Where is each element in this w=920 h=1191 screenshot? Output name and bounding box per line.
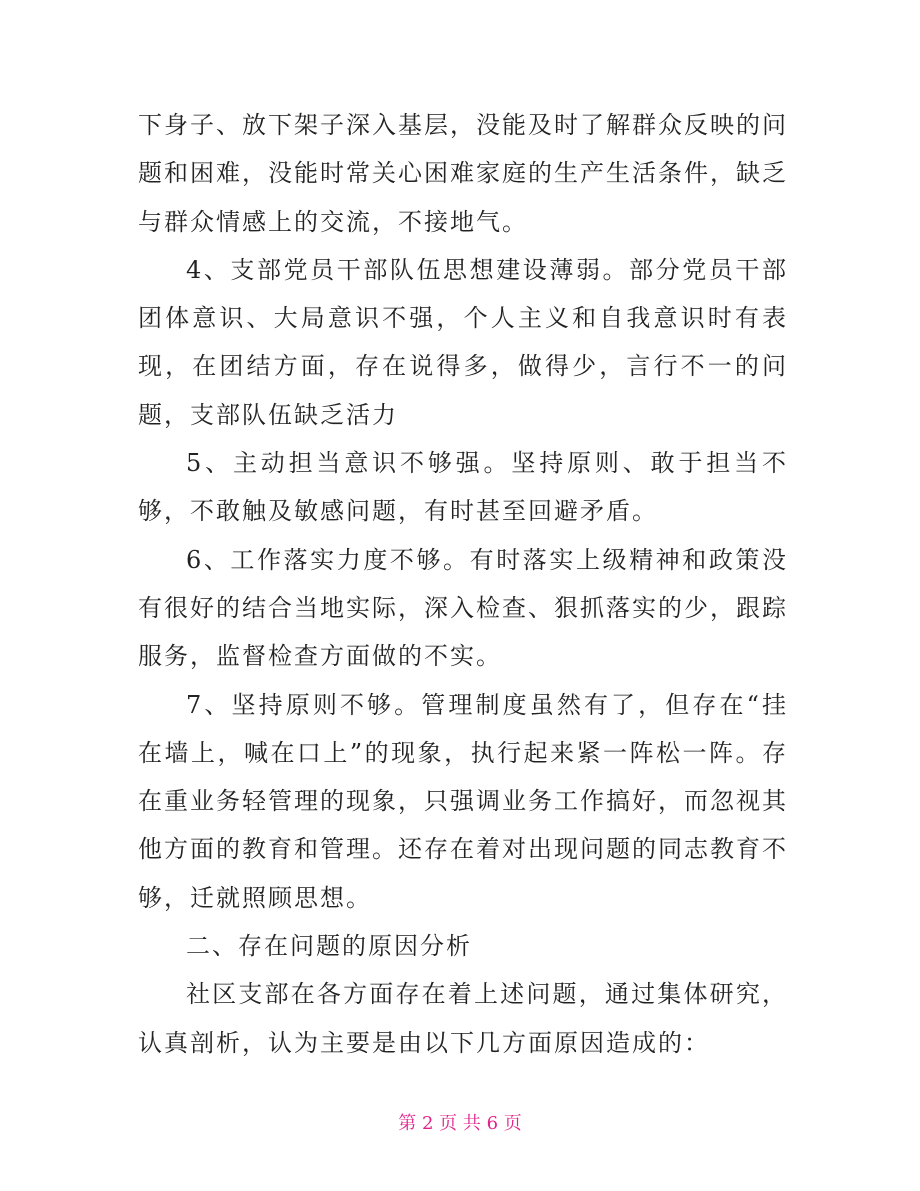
document-body xyxy=(138,101,788,1067)
section-heading-cause-analysis: 二、存在问题的原因分析 xyxy=(186,932,472,961)
paragraph-continuation: 下身子、放下架子深入基层，没能及时了解群众反映的问题和困难，没能时常关心困难家庭的生产生活条件，缺乏与群众情感上的交流，不接地气。 xyxy=(138,111,788,236)
paragraph-item-6: 6、工作落实力度不够。有时落实上级精神和政策没有很好的结合当地实际，深入检查、狠抓落实的少，跟踪服务，监督检查方面做的不实。 xyxy=(138,545,788,671)
paragraph-analysis-intro: 社区支部在各方面存在着上述问题，通过集体研究，认真剖析，认为主要是由以下几方面原因造成的： xyxy=(138,980,788,1057)
page-number-footer: 第 2 页 共 6 页 xyxy=(398,1113,522,1134)
paragraph-item-5: 5、主动担当意识不够强。坚持原则、敢于担当不够，不敢触及敏感问题，有时甚至回避矛盾。 xyxy=(138,449,788,526)
paragraph-item-4: 4、支部党员干部队伍思想建设薄弱。部分党员干部团体意识、大局意识不强，个人主义和自我意识时有表现，在团结方面，存在说得多，做得少，言行不一的问题，支部队伍缺乏活力 xyxy=(138,255,788,429)
paragraph-item-7: 7、坚持原则不够。管理制度虽然有了，但存在“挂在墙上，喊在口上”的现象，执行起来紧一阵松一阵。存在重业务轻管理的现象，只强调业务工作搞好，而忽视其他方面的教育和管理。还存在着对出现问题的同志教育不够，迁就照顾思想。 xyxy=(138,690,788,912)
